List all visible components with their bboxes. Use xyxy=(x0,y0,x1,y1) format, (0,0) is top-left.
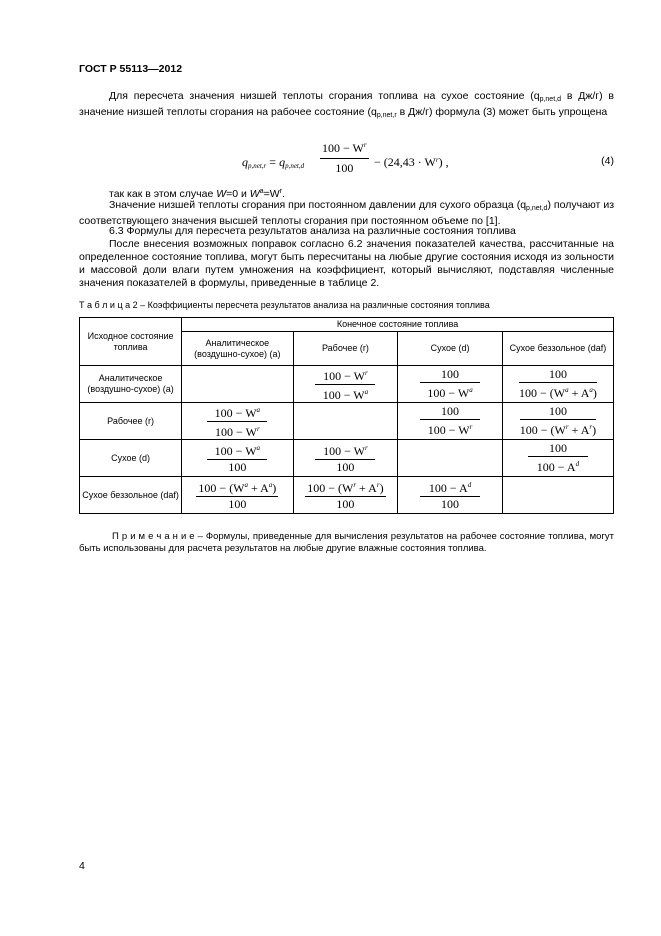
fraction-numerator: $100 - (W^a + A^a)$ xyxy=(198,481,277,495)
coefficient-cell xyxy=(502,477,613,514)
coefficient-cell xyxy=(502,403,613,440)
table-row xyxy=(80,366,614,403)
fraction-numerator: $100 - W^a$ xyxy=(207,443,267,460)
coefficient-cell xyxy=(398,477,503,514)
table-caption: Т а б л и ц а 2 – Коэффициенты пересчета результатов анализа на различные состояния топлива xyxy=(79,300,490,310)
row-label: Рабочее (r) xyxy=(80,403,182,440)
coefficient-fraction xyxy=(528,443,588,473)
coefficient-fraction xyxy=(420,480,480,510)
coefficient-fraction xyxy=(315,368,375,401)
fraction-denominator: 100 xyxy=(336,460,355,474)
coefficient-cell xyxy=(293,477,398,514)
page-number: 4 xyxy=(79,860,85,872)
table-column-header: Рабочее (r) xyxy=(293,332,398,366)
fraction-denominator: $100 - A^d$ xyxy=(536,460,580,474)
fraction-numerator: $100 - W^r$ xyxy=(315,443,375,460)
formula-4: $q_{p,net,r} = q_{p,net,d}$ $\frac{100 - W^r}{100}$ − $(24,43 \cdot W^r)$ , (4) xyxy=(242,141,614,175)
fraction-denominator: $100 - (W^r + A^r)$ xyxy=(519,423,597,437)
row-label: Аналитическое (воздушно-сухое) (a) xyxy=(80,366,182,403)
case-line: так как в этом случае W=0 и $W^a=W^r$. xyxy=(109,188,285,200)
table-column-header: Сухое (d) xyxy=(398,332,503,366)
coefficient-cell xyxy=(182,477,293,514)
coefficient-cell xyxy=(293,366,398,403)
table-row xyxy=(80,477,614,514)
fraction-denominator: $100 - W^a$ xyxy=(322,387,369,402)
fraction-numerator: 100 xyxy=(420,369,480,383)
conversion-table xyxy=(79,317,614,514)
coefficient-fraction xyxy=(196,480,278,510)
fraction-denominator: $100 - W^r$ xyxy=(215,424,260,439)
fraction-numerator: 100 xyxy=(519,369,597,383)
formula-4-fraction: $\frac{100 - W^r}{100}$ xyxy=(322,141,367,175)
intro-paragraph: Для пересчета значения низшей теплоты сгорания топлива на сухое состояние ($q_{p,net,d}$ в Дж/г) в значение низшей теплоты сгорания на рабочее состояние ($q_{p,net,r}$ в Дж/г) формула (3) может быть упрощена xyxy=(79,90,614,119)
coefficient-cell xyxy=(293,403,398,440)
coefficient-cell xyxy=(293,440,398,477)
coefficient-fraction xyxy=(207,405,267,438)
fraction-numerator: $100 - A^d$ xyxy=(420,480,480,497)
coefficient-fraction xyxy=(519,369,597,399)
coefficient-fraction xyxy=(315,443,375,473)
fraction-numerator: 100 xyxy=(528,443,588,457)
coefficient-cell xyxy=(182,366,293,403)
recalculation-paragraph: После внесения возможных поправок согласно 6.2 значения показателей качества, рассчитанные на определенное состояние топлива, могут быть пересчитаны на любые другие состояния исходя из зольности и массовой доли влаги путем умножения на коэффициент, который вычисляют, подставляя численные значения показателей в формулы, приведенные в таблице 2. xyxy=(79,238,614,289)
fraction-denominator: 100 xyxy=(228,460,247,474)
fraction-numerator: 100 xyxy=(520,406,596,420)
section-6-3-title: 6.3 Формулы для пересчета результатов анализа на различные состояния топлива xyxy=(109,225,516,237)
coefficient-fraction xyxy=(420,369,480,399)
fraction-numerator: $100 - W^a$ xyxy=(207,405,267,422)
table-group-header: Конечное состояние топлива xyxy=(182,318,614,332)
fraction-denominator: 100 xyxy=(336,497,355,511)
coefficient-cell xyxy=(502,440,613,477)
fraction-denominator: 100 xyxy=(228,497,247,511)
fraction-denominator: $100 - W^r$ xyxy=(427,423,473,437)
fraction-numerator: 100 xyxy=(420,406,480,420)
coefficient-cell xyxy=(398,366,503,403)
coefficient-fraction xyxy=(305,480,385,510)
document-header: ГОСТ Р 55113—2012 xyxy=(79,63,183,75)
fraction-denominator: 100 xyxy=(441,497,460,511)
table-column-header: Аналитическое (воздушно-сухое) (a) xyxy=(182,332,293,366)
row-label: Сухое беззольное (daf) xyxy=(80,477,182,514)
fraction-denominator: $100 - (W^a + A^a)$ xyxy=(519,386,597,400)
coefficient-fraction xyxy=(207,443,267,473)
coefficient-cell xyxy=(182,440,293,477)
coefficient-fraction xyxy=(520,406,596,436)
fraction-denominator: $100 - W^a$ xyxy=(427,386,473,400)
fraction-numerator: $100 - W^r$ xyxy=(315,368,375,385)
coefficient-fraction xyxy=(420,406,480,436)
formula-number: (4) xyxy=(601,155,614,167)
table-row xyxy=(80,440,614,477)
table-corner-header: Исходное состояние топлива xyxy=(80,318,182,366)
table-row xyxy=(80,403,614,440)
coefficient-cell xyxy=(398,403,503,440)
coefficient-cell xyxy=(398,440,503,477)
table-note: П р и м е ч а н и е – Формулы, приведенные для вычисления результатов на рабочее состояние топлива, могут быть использованы для расчета результатов на любые другие влажные состояния топлива. xyxy=(79,531,615,554)
row-label: Сухое (d) xyxy=(80,440,182,477)
table-column-header: Сухое беззольное (daf) xyxy=(502,332,613,366)
coefficient-cell xyxy=(182,403,293,440)
coefficient-cell xyxy=(502,366,613,403)
dry-paragraph: Значение низшей теплоты сгорания при постоянном давлении для сухого образца $(q_{p,net,d})$ получают из соответствующего значения высшей теплоты сгорания при постоянном объеме по [1]. xyxy=(79,199,615,227)
fraction-numerator: $100 - (W^r + A^r)$ xyxy=(307,481,384,495)
